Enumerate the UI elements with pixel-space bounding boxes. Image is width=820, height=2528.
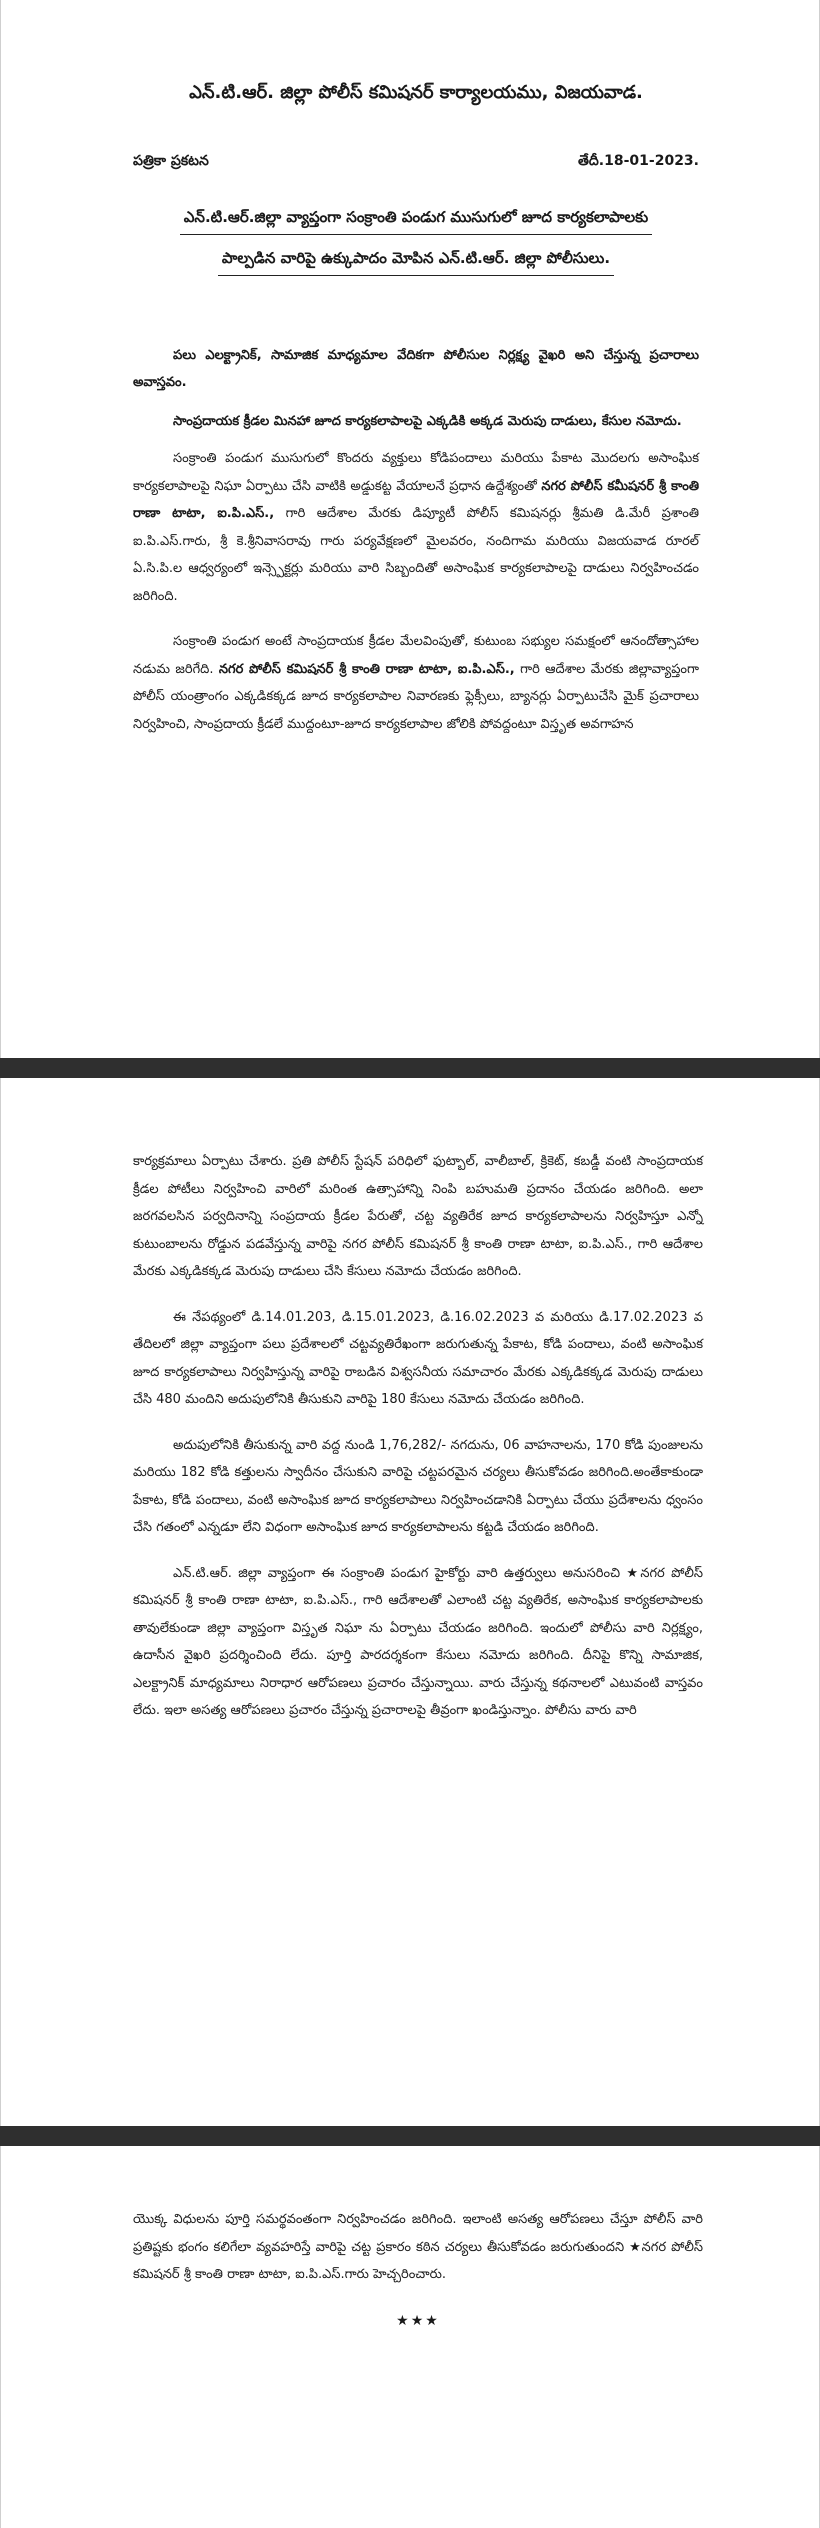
commissioner-name-bold-2: నగర పోలీస్ కమిషనర్ శ్రీ కాంతి రాణా టాటా, ఐ.పి.ఎస్.,	[218, 661, 515, 677]
page-1	[0, 0, 820, 1058]
headline	[153, 206, 679, 288]
page-3	[0, 2146, 820, 2528]
paragraph-2-text-c: గారి ఆదేశాల మేరకు జిల్లావ్యాప్తంగా పోలీస్ యంత్రాంగం ఎక్కడికక్కడ జూద కార్యకలాపాల నివారణకు ఫ్లెక్సీలు, బ్యానర్లు ఏర్పాటుచేసి మైక్ ప్రచారాలు నిర్వహించి, సాంప్రదాయ క్రీడలే ముద్దంటూ-జూద కార్యకలాపాల జోలికి పోవద్దంటూ విస్తృత అవగాహన	[133, 661, 699, 732]
headline-line-1: ఎన్.టి.ఆర్.జిల్లా వ్యాప్తంగా సంక్రాంతి పండుగ ముసుగులో జూద కార్యకలాపాలకు	[180, 206, 652, 235]
headline-line-2: పాల్పడిన వారిపై ఉక్కుపాదం మోపిన ఎన్.టి.ఆర్. జిల్లా పోలీసులు.	[218, 247, 614, 276]
subheading-2: సాంప్రదాయక క్రీడల మినహా జూద కార్యకలాపాలపై ఎక్కడికి అక్కడ మెరుపు దాడులు, కేసుల నమోదు.	[173, 414, 682, 429]
paragraph-1	[133, 445, 699, 610]
paragraph-2	[133, 628, 699, 738]
paragraph-2-text-a: సంక్రాంతి పండుగ అంటే సాంప్రదాయక క్రీడల మేలవింపుతో, కుటుంబ సభ్యుల సమక్షంలో ఆనందోత్సాహాల నడుమ జరిగేది.	[133, 634, 699, 677]
press-release-label: పత్రికా ప్రకటన	[133, 153, 209, 169]
page-2	[0, 1078, 820, 2126]
paragraph-5-continued: యొక్క విధులను పూర్తి సమర్థవంతంగా నిర్వహించడం జరిగింది. ఇలాంటి అసత్య ఆరోపణలు చేస్తూ పోలీస్ వారి ప్రతిష్టకు భంగం కలిగేలా వ్యవహరిస్తే వారిపై చట్ట ప్రకారం కఠిన చర్యలు తీసుకోవడం జరుగుతుందని ★నగర పోలీస్ కమిషనర్ శ్రీ కాంతి రాణా టాటా, ఐ.పి.ఎస్.గారు హెచ్చరించారు.	[133, 2212, 703, 2282]
end-mark: ★★★	[396, 2312, 440, 2329]
release-date: తేదీ.18-01-2023.	[578, 153, 699, 169]
page-separator	[0, 1058, 820, 1078]
meta-row	[133, 153, 699, 172]
office-title: ఎన్.టి.ఆర్. జిల్లా పోలీస్ కమిషనర్ కార్యాలయము, విజయవాడ.	[189, 82, 643, 103]
paragraph-3: ఈ నేపథ్యంలో డి.14.01.203, డి.15.01.2023, డి.16.02.2023 వ మరియు డి.17.02.2023 వ తేదిలలో జిల్లా వ్యాప్తంగా పలు ప్రదేశాలలో చట్టవ్యతిరేఖంగా జరుగుతున్న పేకాట, కోడి పందాలు, వంటి అసాంఘిక జూద కార్యకలాపాలు నిర్వహిస్తున్న వారిపై రాబడిన విశ్వసనీయ సమాచారం మేరకు ఎక్కడికక్కడ మెరుపు దాడులు చేసి 480 మందిని అదుపులోనికి తీసుకుని వారిపై 180 కేసులు నమోదు చేయడం జరిగింది.	[133, 1309, 703, 1407]
commissioner-name-bold: నగర పోలీస్ కమీషనర్ శ్రీ కాంతి రాణా టాటా, ఐ.పి.ఎస్.,	[133, 478, 699, 521]
paragraph-2-continued: కార్యక్రమాలు ఏర్పాటు చేశారు. ప్రతి పోలీస్ స్టేషన్ పరిధిలో ఫుట్బాల్, వాలీబాల్, క్రికెట్, కబడ్డీ వంటి సాంప్రదాయక క్రీడల పోటీలు నిర్వహించి వారిలో మరింత ఉత్సాహాన్ని నింపి బహుమతి ప్రదానం చేయడం జరిగింది. అలా జరగవలసిన పర్వదినాన్ని సంప్రదాయ క్రీడల పేరుతో, చట్ట వ్యతిరేక జూద కార్యకలాపాలను నిర్వహిస్తూ ఎన్నో కుటుంబాలను రోడ్డున పడవేస్తున్న వారిపై నగర పోలీస్ కమిషనర్ శ్రీ కాంతి రాణా టాటా, ఐ.పి.ఎస్., గారి ఆదేశాల మేరకు ఎక్కడికక్కడ మెరుపు దాడులు చేసి కేసులు నమోదు చేయడం జరిగింది.	[133, 1154, 703, 1279]
page-separator	[0, 2126, 820, 2146]
subheading-1: పలు ఎలక్ట్రానిక్, సామాజిక మాధ్యమాల వేదికగా పోలీసుల నిర్లక్ష్య వైఖరి అని చేస్తున్న ప్రచారాలు అవాస్తవం.	[133, 348, 699, 390]
paragraph-4: అదుపులోనికి తీసుకున్న వారి వద్ద నుండి 1,76,282/- నగదును, 06 వాహనాలను, 170 కోడి పుంజులను మరియు 182 కోడి కత్తులను స్వాదీనం చేసుకుని వారిపై చట్టపరమైన చర్యలు తీసుకోవడం జరిగింది.అంతేకాకుండా పేకాట, కోడి పందాలు, వంటి అసాంఘిక జూద కార్యకలాపాలు నిర్వహించడానికి ఏర్పాటు చేయు ప్రదేశాలను ధ్వంసం చేసి గతంలో ఎన్నడూ లేని విధంగా అసాంఘిక జూద కార్యకలాపాలను కట్టడి చేయడం జరిగింది.	[133, 1437, 703, 1535]
paragraph-1-text-a: సంక్రాంతి పండుగ ముసుగులో కొందరు వ్యక్తులు కోడిపందాలు మరియు పేకాట మొదలగు అసాంఘిక కార్యకలాపాలపై నిఘా ఏర్పాటు చేసి వాటికి అడ్డుకట్ట వేయాలనే ప్రధాన ఉద్దేశ్యంతో	[133, 451, 699, 494]
paragraph-5: ఎన్.టి.ఆర్. జిల్లా వ్యాప్తంగా ఈ సంక్రాంతి పండుగ హైకోర్టు వారి ఉత్తర్వులు అనుసరించి ★నగర పోలీస్ కమిషనర్ శ్రీ కాంతి రాణా టాటా, ఐ.పి.ఎస్., గారి ఆదేశాలతో ఎలాంటి చట్ట వ్యతిరేక, అసాంఘిక కార్యకలాపాలకు తావులేకుండా జిల్లా వ్యాప్తంగా విస్తృత నిఘా ను ఏర్పాటు చేయడం జరిగింది. ఇందులో పోలీసు వారి నిర్లక్ష్యం, ఉదాసీన వైఖరి ప్రదర్శించింది లేదు. పూర్తి పారదర్శకంగా కేసులు నమోదు జరిగింది. దీనిపై కొన్ని సామాజిక, ఎలక్ట్రానిక్ మాధ్యమాలు నిరాధార ఆరోపణలు ప్రచారం చేస్తున్నాయి. వారు చేస్తున్న కథనాలలో ఎటువంటి వాస్తవం లేదు. ఇలా అసత్య ఆరోపణలు ప్రచారం చేస్తున్న ప్రచారాలపై తీవ్రంగా ఖండిస్తున్నాం. పోలీసు వారు వారి	[133, 1565, 703, 1718]
paragraph-1-text-c: గారి ఆదేశాల మేరకు డిప్యూటీ పోలీస్ కమిషనర్లు శ్రీమతి డి.మేరీ ప్రశాంతి ఐ.పి.ఎస్.గారు, శ్రీ కె.శ్రీనివాసరావు గారు పర్యవేక్షణలో మైలవరం, నందిగామ మరియు విజయవాడ రూరల్ ఏ.సి.పి.ల ఆధ్వర్యంలో ఇన్స్పెక్టర్లు మరియు వారి సిబ్బందితో అసాంఘిక కార్యకలాపాలపై దాడులు నిర్వహించడం జరిగింది.	[133, 506, 699, 604]
